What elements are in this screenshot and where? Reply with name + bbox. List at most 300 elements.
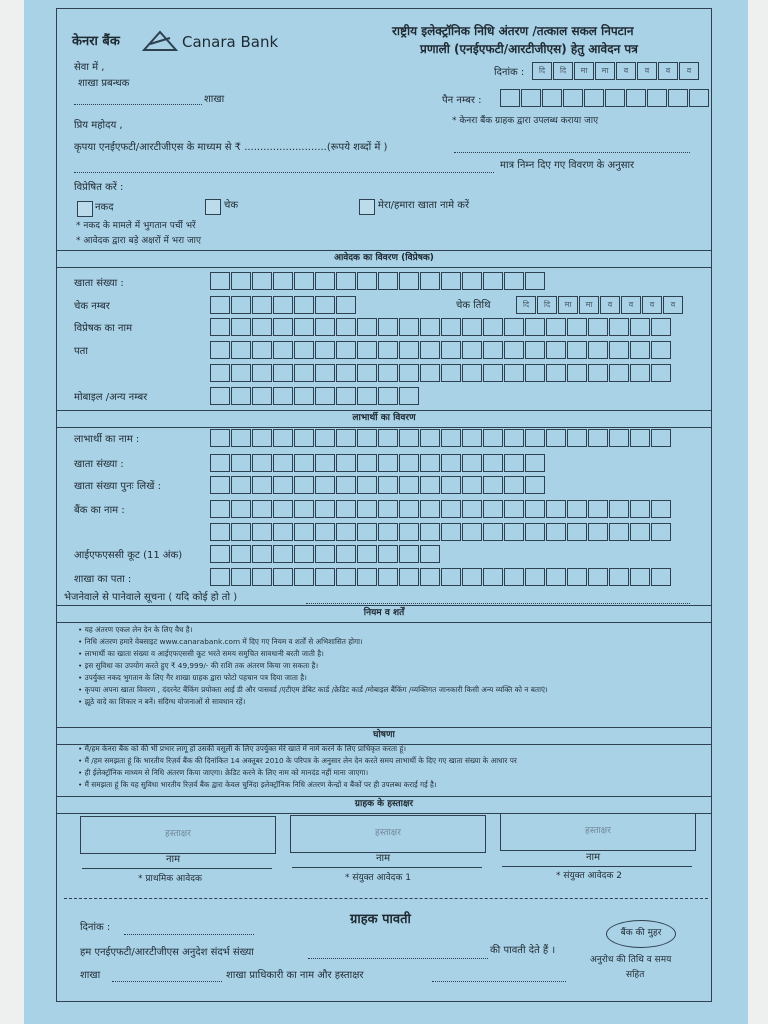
input-cell[interactable]	[525, 272, 545, 290]
input-cell[interactable]	[399, 318, 419, 336]
input-cell[interactable]	[252, 523, 272, 541]
input-cell[interactable]	[605, 89, 625, 107]
input-cell[interactable]	[483, 341, 503, 359]
beneficiary-section-heading: लाभार्थी का विवरण	[57, 410, 711, 428]
input-cell[interactable]	[483, 429, 503, 447]
amount-words-line2[interactable]	[74, 172, 494, 173]
input-cell[interactable]	[357, 523, 377, 541]
input-cell[interactable]	[525, 500, 545, 518]
input-cell[interactable]	[609, 523, 629, 541]
input-cell[interactable]	[525, 318, 545, 336]
input-cell[interactable]	[231, 318, 251, 336]
input-cell[interactable]	[357, 429, 377, 447]
input-cell[interactable]	[315, 341, 335, 359]
input-cell[interactable]	[525, 364, 545, 382]
input-cell[interactable]	[567, 568, 587, 586]
input-cell[interactable]: व	[642, 296, 662, 314]
input-cell[interactable]	[567, 523, 587, 541]
input-cell[interactable]	[399, 476, 419, 494]
input-cell[interactable]	[504, 364, 524, 382]
input-cell[interactable]	[651, 341, 671, 359]
input-cell[interactable]	[273, 387, 293, 405]
input-cell[interactable]	[252, 296, 272, 314]
input-cell[interactable]	[231, 523, 251, 541]
input-cell[interactable]	[231, 568, 251, 586]
input-cell[interactable]	[315, 387, 335, 405]
input-cell[interactable]	[315, 476, 335, 494]
salutation: प्रिय महोदय ,	[74, 120, 123, 131]
input-cell[interactable]	[504, 523, 524, 541]
input-cell[interactable]	[336, 476, 356, 494]
input-cell[interactable]	[504, 341, 524, 359]
input-cell[interactable]	[273, 523, 293, 541]
input-cell[interactable]	[630, 523, 650, 541]
input-cell[interactable]	[626, 89, 646, 107]
request-line1: कृपया एनईएफटी/आरटीजीएस के माध्यम से ₹ ..........................(रूपये शब्दों में )	[74, 142, 388, 153]
input-cell[interactable]: मा	[595, 62, 615, 80]
input-cell[interactable]	[378, 341, 398, 359]
input-cell[interactable]	[273, 364, 293, 382]
input-cell[interactable]	[546, 318, 566, 336]
cash-checkbox[interactable]	[77, 201, 93, 217]
input-cell[interactable]	[630, 364, 650, 382]
input-cell[interactable]	[399, 500, 419, 518]
input-cell[interactable]	[462, 454, 482, 472]
input-cell[interactable]	[504, 272, 524, 290]
input-cell[interactable]	[483, 454, 503, 472]
input-cell[interactable]	[231, 341, 251, 359]
list-item: • मैं समझता हूं कि यह सुविधा भारतीय रिज़र्व बैंक द्वारा केवल चुनिंदा इलेक्ट्रॉनिक निधि अंतरण केन्द्रों व बैंकों पर ही उपलब्ध कराई गई है।	[78, 779, 517, 791]
input-cell[interactable]	[378, 545, 398, 563]
input-cell[interactable]	[462, 318, 482, 336]
input-cell[interactable]	[567, 429, 587, 447]
input-cell[interactable]	[378, 429, 398, 447]
input-cell[interactable]	[336, 387, 356, 405]
input-cell[interactable]	[420, 318, 440, 336]
input-cell[interactable]	[336, 272, 356, 290]
input-cell[interactable]	[588, 568, 608, 586]
input-cell[interactable]	[336, 545, 356, 563]
input-cell[interactable]	[651, 568, 671, 586]
input-cell[interactable]	[252, 387, 272, 405]
input-cell[interactable]	[609, 341, 629, 359]
input-cell[interactable]	[273, 500, 293, 518]
bank-name-boxes-1[interactable]	[210, 500, 672, 518]
beneficiary-account-again-boxes[interactable]	[210, 476, 546, 494]
input-cell[interactable]	[609, 318, 629, 336]
input-cell[interactable]	[504, 318, 524, 336]
input-cell[interactable]	[210, 500, 230, 518]
input-cell[interactable]	[630, 500, 650, 518]
input-cell[interactable]	[210, 387, 230, 405]
input-cell[interactable]	[294, 429, 314, 447]
input-cell[interactable]	[357, 545, 377, 563]
input-cell[interactable]	[500, 89, 520, 107]
input-cell[interactable]	[252, 476, 272, 494]
input-cell[interactable]	[231, 454, 251, 472]
input-cell[interactable]	[441, 364, 461, 382]
pan-boxes[interactable]	[500, 89, 710, 107]
input-cell[interactable]	[294, 545, 314, 563]
input-cell[interactable]	[294, 523, 314, 541]
input-cell[interactable]	[525, 454, 545, 472]
input-cell[interactable]	[294, 387, 314, 405]
input-cell[interactable]	[399, 523, 419, 541]
input-cell[interactable]	[420, 454, 440, 472]
input-cell[interactable]	[231, 545, 251, 563]
input-cell[interactable]	[609, 364, 629, 382]
input-cell[interactable]	[273, 429, 293, 447]
input-cell[interactable]: मा	[574, 62, 594, 80]
input-cell[interactable]	[315, 500, 335, 518]
input-cell[interactable]	[399, 364, 419, 382]
input-cell[interactable]	[336, 364, 356, 382]
input-cell[interactable]	[584, 89, 604, 107]
input-cell[interactable]	[273, 454, 293, 472]
input-cell[interactable]	[483, 500, 503, 518]
input-cell[interactable]	[231, 500, 251, 518]
sender-info-line[interactable]	[306, 603, 690, 604]
input-cell[interactable]	[378, 387, 398, 405]
mobile-boxes[interactable]	[210, 387, 420, 405]
input-cell[interactable]	[567, 364, 587, 382]
input-cell[interactable]	[231, 429, 251, 447]
input-cell[interactable]	[504, 454, 524, 472]
input-cell[interactable]	[504, 568, 524, 586]
input-cell[interactable]	[462, 364, 482, 382]
input-cell[interactable]	[315, 454, 335, 472]
list-item: • मैं /हम समझता हूं कि भारतीय रिज़र्व बैंक की दिनांकित 14 अक्तूबर 2010 के परिपत्र के अनुसार लेन देन करते समय लाभार्थी के दिए गए खाता संख्या के आधार पर	[78, 755, 517, 767]
input-cell[interactable]	[483, 272, 503, 290]
input-cell[interactable]	[399, 341, 419, 359]
receipt-branch-line[interactable]	[112, 981, 222, 982]
joint1-signature-box[interactable]: हस्ताक्षर	[290, 815, 486, 853]
input-cell[interactable]	[525, 429, 545, 447]
input-cell[interactable]	[525, 476, 545, 494]
input-cell[interactable]	[210, 318, 230, 336]
cheque-date-boxes[interactable]	[516, 296, 684, 314]
bank-name-boxes-2[interactable]	[210, 523, 672, 541]
input-cell[interactable]	[378, 568, 398, 586]
input-cell[interactable]	[315, 296, 335, 314]
bank-name-hindi: केनरा बैंक	[72, 34, 120, 49]
input-cell[interactable]: दि	[516, 296, 536, 314]
input-cell[interactable]	[210, 296, 230, 314]
branch-name-line[interactable]	[74, 104, 202, 105]
input-cell[interactable]	[483, 568, 503, 586]
input-cell[interactable]	[504, 500, 524, 518]
input-cell[interactable]	[273, 341, 293, 359]
input-cell[interactable]: व	[679, 62, 699, 80]
input-cell[interactable]	[273, 545, 293, 563]
input-cell[interactable]	[378, 364, 398, 382]
input-cell[interactable]	[668, 89, 688, 107]
input-cell[interactable]	[441, 476, 461, 494]
input-cell[interactable]	[210, 429, 230, 447]
input-cell[interactable]	[336, 341, 356, 359]
input-cell[interactable]	[420, 476, 440, 494]
input-cell[interactable]	[252, 500, 272, 518]
input-cell[interactable]: दि	[553, 62, 573, 80]
input-cell[interactable]	[651, 364, 671, 382]
input-cell[interactable]	[252, 341, 272, 359]
input-cell[interactable]	[399, 272, 419, 290]
cheque-checkbox[interactable]	[205, 199, 221, 215]
input-cell[interactable]	[210, 341, 230, 359]
input-cell[interactable]	[630, 318, 650, 336]
input-cell[interactable]	[378, 272, 398, 290]
input-cell[interactable]: व	[616, 62, 636, 80]
input-cell[interactable]	[399, 429, 419, 447]
input-cell[interactable]	[231, 476, 251, 494]
input-cell[interactable]	[441, 429, 461, 447]
input-cell[interactable]	[504, 476, 524, 494]
input-cell[interactable]	[210, 568, 230, 586]
receipt-ref-number-line[interactable]	[308, 958, 488, 959]
input-cell[interactable]	[525, 341, 545, 359]
input-cell[interactable]	[231, 272, 251, 290]
input-cell[interactable]	[462, 500, 482, 518]
input-cell[interactable]	[420, 523, 440, 541]
input-cell[interactable]	[357, 454, 377, 472]
input-cell[interactable]	[546, 364, 566, 382]
input-cell[interactable]	[294, 476, 314, 494]
input-cell[interactable]	[273, 272, 293, 290]
pan-note: * केनरा बैंक ग्राहक द्वारा उपलब्ध कराया जाए	[452, 116, 599, 126]
debit-account-checkbox[interactable]	[359, 199, 375, 215]
input-cell[interactable]	[231, 364, 251, 382]
input-cell[interactable]	[483, 318, 503, 336]
input-cell[interactable]	[252, 272, 272, 290]
input-cell[interactable]	[336, 296, 356, 314]
input-cell[interactable]	[609, 429, 629, 447]
input-cell[interactable]	[563, 89, 583, 107]
input-cell[interactable]	[441, 523, 461, 541]
branch-address-boxes[interactable]	[210, 568, 672, 586]
input-cell[interactable]	[357, 568, 377, 586]
input-cell[interactable]	[273, 568, 293, 586]
cheque-number-boxes[interactable]	[210, 296, 357, 314]
beneficiary-name-boxes[interactable]	[210, 429, 672, 447]
input-cell[interactable]	[420, 341, 440, 359]
input-cell[interactable]	[651, 429, 671, 447]
input-cell[interactable]	[378, 500, 398, 518]
input-cell[interactable]	[546, 523, 566, 541]
input-cell[interactable]	[378, 318, 398, 336]
remitter-name-boxes[interactable]	[210, 318, 672, 336]
input-cell[interactable]	[651, 500, 671, 518]
input-cell[interactable]	[252, 364, 272, 382]
input-cell[interactable]	[336, 523, 356, 541]
input-cell[interactable]	[630, 568, 650, 586]
input-cell[interactable]	[252, 545, 272, 563]
input-cell[interactable]	[420, 364, 440, 382]
input-cell[interactable]	[546, 341, 566, 359]
input-cell[interactable]	[252, 429, 272, 447]
input-cell[interactable]	[357, 500, 377, 518]
input-cell[interactable]	[378, 454, 398, 472]
input-cell[interactable]: दि	[537, 296, 557, 314]
input-cell[interactable]	[273, 318, 293, 336]
input-cell[interactable]: दि	[532, 62, 552, 80]
input-cell[interactable]: व	[658, 62, 678, 80]
input-cell[interactable]	[462, 429, 482, 447]
input-cell[interactable]	[357, 341, 377, 359]
input-cell[interactable]	[315, 523, 335, 541]
input-cell[interactable]	[588, 341, 608, 359]
ifsc-label: आईएफएससी कूट (11 अंक)	[74, 550, 183, 561]
input-cell[interactable]	[210, 454, 230, 472]
input-cell[interactable]	[462, 341, 482, 359]
input-cell[interactable]	[542, 89, 562, 107]
form-title-line1: राष्ट्रीय इलेक्ट्रॉनिक निधि अंतरण /तत्काल सकल निपटान	[392, 24, 634, 38]
input-cell[interactable]	[294, 500, 314, 518]
input-cell[interactable]	[630, 341, 650, 359]
input-cell[interactable]	[462, 523, 482, 541]
applicant-account-boxes[interactable]	[210, 272, 546, 290]
input-cell[interactable]	[525, 523, 545, 541]
input-cell[interactable]	[336, 318, 356, 336]
input-cell[interactable]	[315, 545, 335, 563]
input-cell[interactable]	[588, 500, 608, 518]
input-cell[interactable]	[210, 272, 230, 290]
input-cell[interactable]	[546, 568, 566, 586]
receipt-date-line[interactable]	[124, 934, 254, 935]
input-cell[interactable]	[420, 429, 440, 447]
input-cell[interactable]	[357, 318, 377, 336]
input-cell[interactable]	[210, 476, 230, 494]
input-cell[interactable]	[357, 272, 377, 290]
input-cell[interactable]	[399, 387, 419, 405]
input-cell[interactable]	[294, 454, 314, 472]
primary-signature-box[interactable]: हस्ताक्षर	[80, 816, 276, 854]
receipt-branch-label: शाखा	[80, 970, 101, 981]
cheque-number-label: चेक नम्बर	[74, 301, 110, 312]
input-cell[interactable]	[294, 296, 314, 314]
receipt-authority-line[interactable]	[432, 981, 566, 982]
input-cell[interactable]	[315, 364, 335, 382]
input-cell[interactable]	[420, 568, 440, 586]
input-cell[interactable]: व	[600, 296, 620, 314]
input-cell[interactable]	[357, 387, 377, 405]
amount-words-line[interactable]	[454, 152, 690, 153]
input-cell[interactable]	[546, 500, 566, 518]
input-cell[interactable]	[588, 429, 608, 447]
input-cell[interactable]	[441, 500, 461, 518]
input-cell[interactable]	[294, 318, 314, 336]
input-cell[interactable]	[588, 364, 608, 382]
input-cell[interactable]: मा	[579, 296, 599, 314]
input-cell[interactable]	[357, 364, 377, 382]
input-cell[interactable]	[567, 341, 587, 359]
input-cell[interactable]	[294, 568, 314, 586]
beneficiary-account-boxes[interactable]	[210, 454, 546, 472]
input-cell[interactable]	[462, 568, 482, 586]
input-cell[interactable]	[336, 568, 356, 586]
input-cell[interactable]	[567, 318, 587, 336]
input-cell[interactable]	[252, 568, 272, 586]
input-cell[interactable]	[441, 568, 461, 586]
remit-note2: * आवेदक द्वारा बड़े अक्षरों में भरा जाए	[76, 236, 201, 246]
input-cell[interactable]	[336, 454, 356, 472]
input-cell[interactable]	[588, 523, 608, 541]
input-cell[interactable]	[546, 429, 566, 447]
input-cell[interactable]	[441, 341, 461, 359]
input-cell[interactable]	[273, 476, 293, 494]
input-cell[interactable]	[441, 272, 461, 290]
input-cell[interactable]	[210, 545, 230, 563]
input-cell[interactable]	[315, 318, 335, 336]
joint2-signature-box[interactable]: हस्ताक्षर	[500, 813, 696, 851]
input-cell[interactable]	[252, 454, 272, 472]
input-cell[interactable]	[231, 387, 251, 405]
input-cell[interactable]: व	[663, 296, 683, 314]
input-cell[interactable]	[588, 318, 608, 336]
address-boxes-2[interactable]	[210, 364, 672, 382]
input-cell[interactable]	[483, 364, 503, 382]
input-cell[interactable]	[567, 500, 587, 518]
input-cell[interactable]	[689, 89, 709, 107]
input-cell[interactable]	[336, 429, 356, 447]
input-cell[interactable]	[294, 364, 314, 382]
input-cell[interactable]	[420, 500, 440, 518]
input-cell[interactable]	[210, 364, 230, 382]
input-cell[interactable]	[441, 454, 461, 472]
input-cell[interactable]	[210, 523, 230, 541]
input-cell[interactable]	[651, 318, 671, 336]
input-cell[interactable]	[420, 545, 440, 563]
ifsc-boxes[interactable]	[210, 545, 441, 563]
input-cell[interactable]	[315, 272, 335, 290]
input-cell[interactable]	[483, 523, 503, 541]
input-cell[interactable]	[294, 341, 314, 359]
input-cell[interactable]: मा	[558, 296, 578, 314]
input-cell[interactable]: व	[621, 296, 641, 314]
input-cell[interactable]	[315, 429, 335, 447]
input-cell[interactable]	[420, 272, 440, 290]
input-cell[interactable]	[399, 545, 419, 563]
input-cell[interactable]	[647, 89, 667, 107]
input-cell[interactable]	[630, 429, 650, 447]
input-cell[interactable]	[399, 568, 419, 586]
input-cell[interactable]	[504, 429, 524, 447]
input-cell[interactable]	[273, 296, 293, 314]
input-cell[interactable]	[462, 476, 482, 494]
input-cell[interactable]	[483, 476, 503, 494]
input-cell[interactable]	[441, 318, 461, 336]
input-cell[interactable]	[357, 476, 377, 494]
input-cell[interactable]	[378, 476, 398, 494]
input-cell[interactable]	[609, 568, 629, 586]
input-cell[interactable]	[651, 523, 671, 541]
input-cell[interactable]	[378, 523, 398, 541]
input-cell[interactable]	[521, 89, 541, 107]
input-cell[interactable]	[399, 454, 419, 472]
input-cell[interactable]	[525, 568, 545, 586]
address-label: पता	[74, 346, 88, 357]
input-cell[interactable]	[462, 272, 482, 290]
input-cell[interactable]	[252, 318, 272, 336]
declaration-list	[78, 743, 517, 791]
input-cell[interactable]	[315, 568, 335, 586]
input-cell[interactable]	[336, 500, 356, 518]
input-cell[interactable]	[609, 500, 629, 518]
input-cell[interactable]: व	[637, 62, 657, 80]
address-boxes-1[interactable]	[210, 341, 672, 359]
input-cell[interactable]	[231, 296, 251, 314]
input-cell[interactable]	[294, 272, 314, 290]
date-boxes[interactable]	[532, 62, 700, 80]
